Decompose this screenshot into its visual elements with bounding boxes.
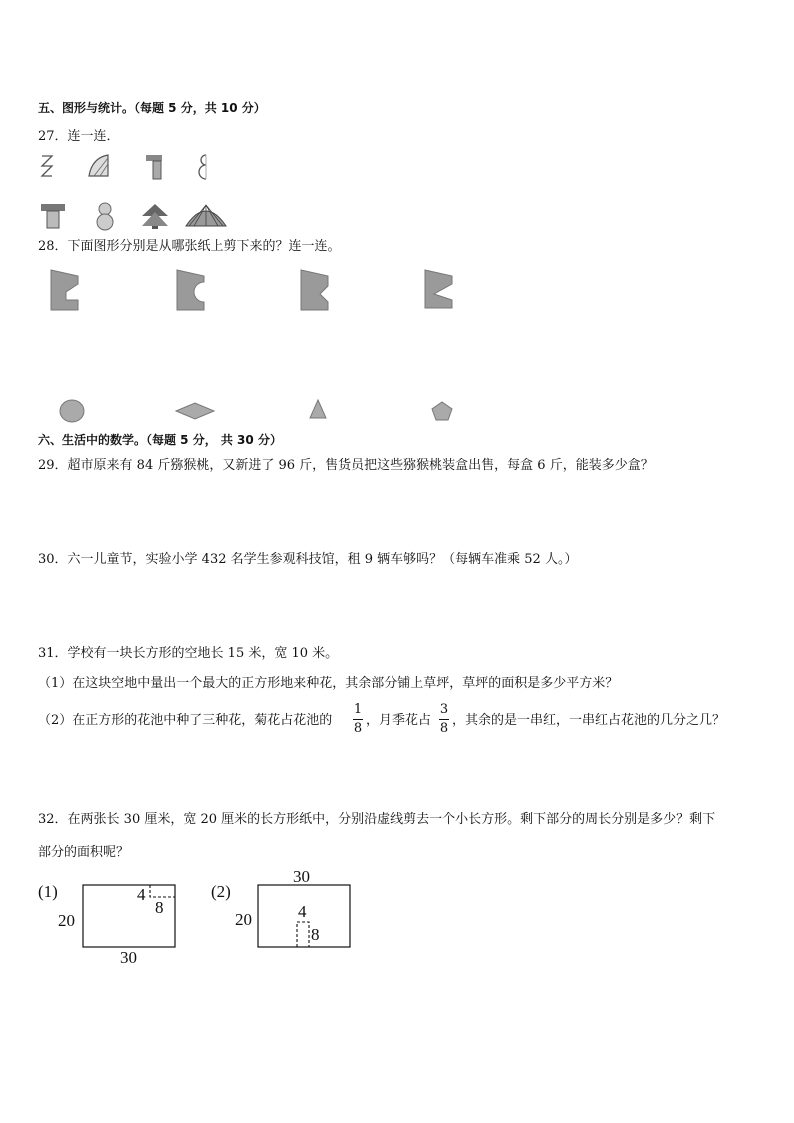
q31-part2-a: （2）在正方形的花池中种了三种花，菊花占花池的 [38, 713, 333, 728]
fig1-height: 20 [58, 911, 75, 930]
folded-paper-z-icon [48, 266, 84, 312]
folded-paper-triangle-icon [422, 266, 458, 312]
fig2-width: 30 [293, 867, 310, 886]
fraction-bar [439, 719, 449, 720]
fig1-cut-height: 8 [155, 898, 164, 917]
q28-label: 28．下面图形分别是从哪张纸上剪下来的？连一连。 [38, 239, 341, 254]
q30-text: 30．六一儿童节，实验小学 432 名学生参观科技馆，租 9 辆车够吗？（每辆车准乘 52 人。） [38, 552, 578, 567]
fig2-cut-height: 8 [311, 925, 320, 944]
fraction-numerator: 3 [439, 702, 449, 717]
fig1-label: (1) [38, 882, 58, 901]
fraction-numerator: 1 [353, 702, 363, 717]
fraction-1-8 [353, 703, 363, 736]
q31-part2-c: ，其余的是一串红，一串红占花池的几分之几？ [452, 713, 726, 728]
pentagon-icon [430, 400, 454, 422]
fraction-bar [353, 719, 363, 720]
diamond-icon [174, 401, 216, 421]
fig1-width: 30 [120, 948, 137, 967]
half-lamp-icon [144, 152, 164, 182]
half-fan-icon [86, 152, 112, 180]
folded-paper-arc-icon [174, 266, 214, 312]
q31-part1: （1）在这块空地中量出一个最大的正方形地来种花，其余部分铺上草坪，草坪的面积是多少平方米？ [38, 676, 619, 691]
umbrella-icon [184, 200, 228, 230]
q29-text: 29．超市原来有 84 斤猕猴桃，又新进了 96 斤，售货员把这些猕猴桃装盒出售，每盒 6 斤，能装多少盒？ [38, 458, 654, 473]
q32-line1: 32．在两张长 30 厘米，宽 20 厘米的长方形纸中，分别沿虚线剪去一个小长方形。剩下部分的周长分别是多少？剩下 [38, 812, 716, 827]
ellipse-icon [58, 398, 86, 424]
snowman-icon [94, 200, 116, 232]
folded-paper-notch-icon [298, 266, 334, 312]
fig1-cut-width: 4 [137, 885, 146, 904]
lamp-icon [40, 202, 66, 230]
fig2-label: (2) [211, 882, 231, 901]
fig2-cut-width: 4 [298, 902, 307, 921]
fraction-denominator: 8 [353, 721, 363, 736]
half-umbrella-icon [38, 152, 58, 182]
q31-text: 31．学校有一块长方形的空地长 15 米，宽 10 米。 [38, 646, 339, 661]
section-6-heading: 六、生活中的数学。（每题 5 分， 共 30 分） [38, 433, 282, 447]
section-5-heading: 五、图形与统计。（每题 5 分，共 10 分） [38, 101, 266, 115]
fraction-denominator: 8 [439, 721, 449, 736]
tree-icon [140, 202, 170, 230]
q31-part2-b: ，月季花占 [366, 713, 432, 728]
triangle-icon [308, 398, 328, 420]
q27-label: 27．连一连． [38, 129, 120, 144]
half-snowman-icon [196, 152, 210, 182]
fig2-height: 20 [235, 910, 252, 929]
q32-line2: 部分的面积呢？ [38, 845, 130, 860]
fraction-3-8 [439, 703, 449, 736]
